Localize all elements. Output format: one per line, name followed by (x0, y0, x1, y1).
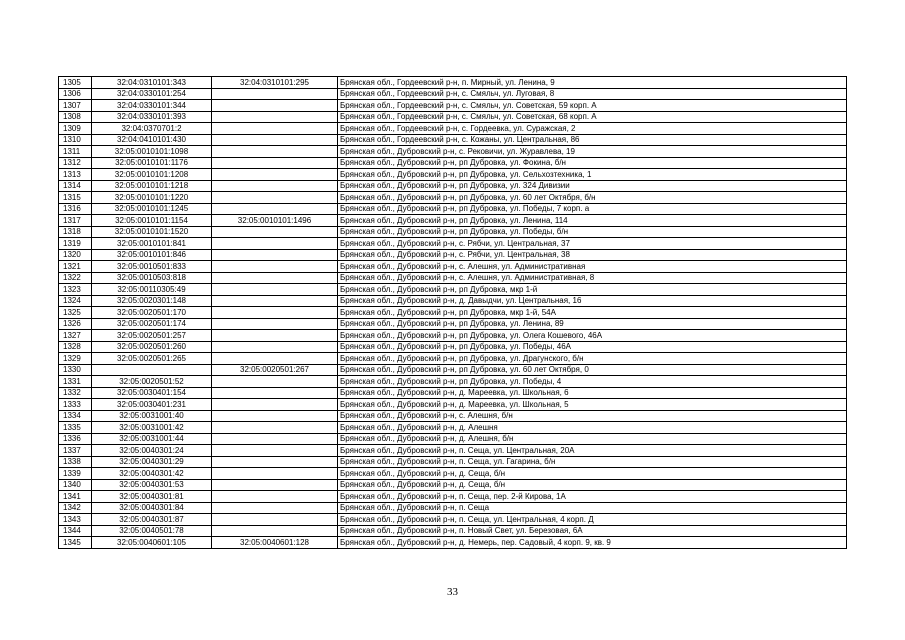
related-cadastral-number-cell (212, 88, 338, 100)
cadastral-number-cell: 32:05:0040301:24 (92, 445, 212, 457)
cadastral-number-cell: 32:05:0040301:53 (92, 479, 212, 491)
table-row (59, 364, 847, 376)
cadastral-number-cell: 32:05:0040601:105 (92, 537, 212, 549)
cadastral-number-cell: 32:05:0031001:44 (92, 433, 212, 445)
table-row (59, 180, 847, 192)
table-row (59, 203, 847, 215)
table-row (59, 537, 847, 549)
related-cadastral-number-cell (212, 307, 338, 319)
cadastral-number-cell: 32:05:0040301:81 (92, 491, 212, 503)
address-cell: Брянская обл., Дубровский р-н, п. Сеща (338, 502, 847, 514)
row-number-cell: 1319 (59, 238, 92, 250)
cadastral-number-cell: 32:04:0330101:393 (92, 111, 212, 123)
row-number-cell: 1343 (59, 514, 92, 526)
related-cadastral-number-cell (212, 318, 338, 330)
cadastral-number-cell: 32:05:0010101:1154 (92, 215, 212, 227)
address-cell: Брянская обл., Дубровский р-н, с. Алешня, ул. Административная (338, 261, 847, 273)
cadastral-number-cell: 32:05:0010101:1098 (92, 146, 212, 158)
address-cell: Брянская обл., Дубровский р-н, п. Сеща, пер. 2-й Кирова, 1А (338, 491, 847, 503)
row-number-cell: 1336 (59, 433, 92, 445)
address-cell: Брянская обл., Дубровский р-н, с. Рябчи, ул. Центральная, 38 (338, 249, 847, 261)
table-row (59, 238, 847, 250)
related-cadastral-number-cell (212, 456, 338, 468)
address-cell: Брянская обл., Дубровский р-н, д. Алешня (338, 422, 847, 434)
row-number-cell: 1314 (59, 180, 92, 192)
address-cell: Брянская обл., Дубровский р-н, с. Алешня, ул. Административная, 8 (338, 272, 847, 284)
row-number-cell: 1307 (59, 100, 92, 112)
table-row (59, 100, 847, 112)
related-cadastral-number-cell (212, 180, 338, 192)
row-number-cell: 1310 (59, 134, 92, 146)
address-cell: Брянская обл., Дубровский р-н, рп Дубровка, ул. Победы, 46А (338, 341, 847, 353)
row-number-cell: 1335 (59, 422, 92, 434)
cadastral-number-cell: 32:05:0040301:84 (92, 502, 212, 514)
address-cell: Брянская обл., Дубровский р-н, п. Сеща, ул. Центральная, 4 корп. Д (338, 514, 847, 526)
related-cadastral-number-cell (212, 284, 338, 296)
row-number-cell: 1333 (59, 399, 92, 411)
cadastral-number-cell: 32:05:0020501:170 (92, 307, 212, 319)
table-row (59, 502, 847, 514)
related-cadastral-number-cell (212, 468, 338, 480)
row-number-cell: 1330 (59, 364, 92, 376)
related-cadastral-number-cell (212, 192, 338, 204)
related-cadastral-number-cell (212, 353, 338, 365)
cadastral-number-cell: 32:04:0370701:2 (92, 123, 212, 135)
cadastral-number-cell: 32:04:0310101:343 (92, 77, 212, 89)
row-number-cell: 1331 (59, 376, 92, 388)
related-cadastral-number-cell (212, 433, 338, 445)
address-cell: Брянская обл., Гордеевский р-н, с. Гордеевка, ул. Суражская, 2 (338, 123, 847, 135)
cadastral-number-cell: 32:05:00110305:49 (92, 284, 212, 296)
cadastral-number-cell: 32:05:0030401:154 (92, 387, 212, 399)
table-row (59, 410, 847, 422)
cadastral-number-cell: 32:05:0010101:1176 (92, 157, 212, 169)
address-cell: Брянская обл., Гордеевский р-н, п. Мирный, ул. Ленина, 9 (338, 77, 847, 89)
row-number-cell: 1328 (59, 341, 92, 353)
table-row (59, 261, 847, 273)
cadastral-number-cell: 32:05:0040301:87 (92, 514, 212, 526)
related-cadastral-number-cell (212, 100, 338, 112)
table-row (59, 215, 847, 227)
address-cell: Брянская обл., Дубровский р-н, рп Дубровка, ул. Фокина, б/н (338, 157, 847, 169)
row-number-cell: 1322 (59, 272, 92, 284)
cadastral-number-cell: 32:05:0020501:260 (92, 341, 212, 353)
related-cadastral-number-cell: 32:04:0310101:295 (212, 77, 338, 89)
table-row (59, 111, 847, 123)
cadastral-number-cell: 32:05:0020501:265 (92, 353, 212, 365)
related-cadastral-number-cell (212, 272, 338, 284)
row-number-cell: 1338 (59, 456, 92, 468)
cadastral-number-cell: 32:05:0030401:231 (92, 399, 212, 411)
cadastral-number-cell: 32:05:0010501:833 (92, 261, 212, 273)
table-row (59, 387, 847, 399)
row-number-cell: 1337 (59, 445, 92, 457)
table-row (59, 284, 847, 296)
row-number-cell: 1324 (59, 295, 92, 307)
related-cadastral-number-cell (212, 491, 338, 503)
table-body (59, 77, 847, 549)
address-cell: Брянская обл., Дубровский р-н, с. Рековичи, ул. Журавлева, 19 (338, 146, 847, 158)
cadastral-number-cell (92, 364, 212, 376)
row-number-cell: 1311 (59, 146, 92, 158)
related-cadastral-number-cell (212, 514, 338, 526)
row-number-cell: 1332 (59, 387, 92, 399)
related-cadastral-number-cell: 32:05:0020501:267 (212, 364, 338, 376)
related-cadastral-number-cell: 32:05:0040601:128 (212, 537, 338, 549)
cadastral-number-cell: 32:05:0020501:52 (92, 376, 212, 388)
address-cell: Брянская обл., Гордеевский р-н, с. Смяльч, ул. Луговая, 8 (338, 88, 847, 100)
table-row (59, 525, 847, 537)
cadastral-number-cell: 32:04:0330101:344 (92, 100, 212, 112)
row-number-cell: 1321 (59, 261, 92, 273)
table-row (59, 353, 847, 365)
table-row (59, 192, 847, 204)
related-cadastral-number-cell (212, 399, 338, 411)
table-row (59, 341, 847, 353)
address-cell: Брянская обл., Дубровский р-н, рп Дубровка, ул. Драгунского, б/н (338, 353, 847, 365)
cadastral-number-cell: 32:05:0031001:40 (92, 410, 212, 422)
related-cadastral-number-cell (212, 226, 338, 238)
row-number-cell: 1320 (59, 249, 92, 261)
cadastral-number-cell: 32:04:0330101:254 (92, 88, 212, 100)
table-row (59, 433, 847, 445)
table-row (59, 330, 847, 342)
table-row (59, 491, 847, 503)
related-cadastral-number-cell (212, 376, 338, 388)
address-cell: Брянская обл., Дубровский р-н, рп Дубровка, ул. Победы, 4 (338, 376, 847, 388)
address-cell: Брянская обл., Дубровский р-н, рп Дубровка, ул. Сельхозтехника, 1 (338, 169, 847, 181)
cadastral-number-cell: 32:05:0040301:42 (92, 468, 212, 480)
table-row (59, 295, 847, 307)
address-cell: Брянская обл., Дубровский р-н, д. Алешня, б/н (338, 433, 847, 445)
related-cadastral-number-cell (212, 330, 338, 342)
table-row (59, 479, 847, 491)
table-row (59, 272, 847, 284)
related-cadastral-number-cell (212, 295, 338, 307)
related-cadastral-number-cell (212, 410, 338, 422)
table-row (59, 226, 847, 238)
row-number-cell: 1313 (59, 169, 92, 181)
address-cell: Брянская обл., Дубровский р-н, рп Дубровка, ул. Ленина, 89 (338, 318, 847, 330)
address-cell: Брянская обл., Дубровский р-н, с. Алешня, б/н (338, 410, 847, 422)
related-cadastral-number-cell (212, 146, 338, 158)
table-row (59, 123, 847, 135)
cadastral-number-cell: 32:05:0010101:1245 (92, 203, 212, 215)
table-row (59, 422, 847, 434)
related-cadastral-number-cell: 32:05:0010101:1496 (212, 215, 338, 227)
cadastral-number-cell: 32:04:0410101:430 (92, 134, 212, 146)
address-cell: Брянская обл., Гордеевский р-н, с. Смяльч, ул. Советская, 59 корп. А (338, 100, 847, 112)
row-number-cell: 1317 (59, 215, 92, 227)
cadastral-number-cell: 32:05:0020501:174 (92, 318, 212, 330)
row-number-cell: 1316 (59, 203, 92, 215)
address-cell: Брянская обл., Дубровский р-н, д. Мареевка, ул. Школьная, 6 (338, 387, 847, 399)
address-cell: Брянская обл., Дубровский р-н, д. Немерь, пер. Садовый, 4 корп. 9, кв. 9 (338, 537, 847, 549)
related-cadastral-number-cell (212, 479, 338, 491)
related-cadastral-number-cell (212, 249, 338, 261)
table-row (59, 157, 847, 169)
row-number-cell: 1306 (59, 88, 92, 100)
address-cell: Брянская обл., Дубровский р-н, рп Дубровка, ул. 324 Дивизии (338, 180, 847, 192)
row-number-cell: 1305 (59, 77, 92, 89)
table-row (59, 376, 847, 388)
table-row (59, 146, 847, 158)
row-number-cell: 1326 (59, 318, 92, 330)
related-cadastral-number-cell (212, 238, 338, 250)
row-number-cell: 1308 (59, 111, 92, 123)
cadastral-number-cell: 32:05:0040301:29 (92, 456, 212, 468)
table-row (59, 307, 847, 319)
address-cell: Брянская обл., Дубровский р-н, д. Мареевка, ул. Школьная, 5 (338, 399, 847, 411)
address-cell: Брянская обл., Дубровский р-н, рп Дубровка, ул. Олега Кошевого, 46А (338, 330, 847, 342)
row-number-cell: 1345 (59, 537, 92, 549)
address-cell: Брянская обл., Дубровский р-н, п. Новый Свет, ул. Березовая, 6А (338, 525, 847, 537)
data-table (58, 76, 847, 549)
table-row (59, 88, 847, 100)
related-cadastral-number-cell (212, 387, 338, 399)
related-cadastral-number-cell (212, 203, 338, 215)
cadastral-number-cell: 32:05:0010101:1218 (92, 180, 212, 192)
related-cadastral-number-cell (212, 445, 338, 457)
address-cell: Брянская обл., Дубровский р-н, рп Дубровка, ул. Победы, 7 корп. а (338, 203, 847, 215)
cadastral-number-cell: 32:05:0010101:1520 (92, 226, 212, 238)
table-row (59, 134, 847, 146)
address-cell: Брянская обл., Дубровский р-н, д. Сеща, б/н (338, 468, 847, 480)
table-row (59, 468, 847, 480)
related-cadastral-number-cell (212, 525, 338, 537)
table-row (59, 445, 847, 457)
cadastral-number-cell: 32:05:0020301:148 (92, 295, 212, 307)
cadastral-number-cell: 32:05:0020501:257 (92, 330, 212, 342)
cadastral-number-cell: 32:05:0040501:78 (92, 525, 212, 537)
table-row (59, 249, 847, 261)
related-cadastral-number-cell (212, 157, 338, 169)
row-number-cell: 1329 (59, 353, 92, 365)
address-cell: Брянская обл., Дубровский р-н, рп Дубровка, мкр 1-й (338, 284, 847, 296)
address-cell: Брянская обл., Дубровский р-н, п. Сеща, ул. Центральная, 20А (338, 445, 847, 457)
related-cadastral-number-cell (212, 111, 338, 123)
row-number-cell: 1325 (59, 307, 92, 319)
cadastral-number-cell: 32:05:0010101:1208 (92, 169, 212, 181)
address-cell: Брянская обл., Дубровский р-н, д. Давыдчи, ул. Центральная, 16 (338, 295, 847, 307)
table-row (59, 456, 847, 468)
page-number: 33 (447, 586, 458, 598)
row-number-cell: 1323 (59, 284, 92, 296)
row-number-cell: 1327 (59, 330, 92, 342)
related-cadastral-number-cell (212, 341, 338, 353)
table-row (59, 514, 847, 526)
row-number-cell: 1334 (59, 410, 92, 422)
related-cadastral-number-cell (212, 502, 338, 514)
related-cadastral-number-cell (212, 422, 338, 434)
row-number-cell: 1339 (59, 468, 92, 480)
table-row (59, 169, 847, 181)
address-cell: Брянская обл., Дубровский р-н, рп Дубровка, ул. Ленина, 114 (338, 215, 847, 227)
cadastral-number-cell: 32:05:0010101:846 (92, 249, 212, 261)
address-cell: Брянская обл., Гордеевский р-н, с. Кожаны, ул. Центральная, 86 (338, 134, 847, 146)
cadastral-number-cell: 32:05:0010101:1220 (92, 192, 212, 204)
address-cell: Брянская обл., Гордеевский р-н, с. Смяльч, ул. Советская, 68 корп. А (338, 111, 847, 123)
address-cell: Брянская обл., Дубровский р-н, рп Дубровка, ул. 60 лет Октября, 0 (338, 364, 847, 376)
address-cell: Брянская обл., Дубровский р-н, рп Дубровка, мкр 1-й, 54А (338, 307, 847, 319)
row-number-cell: 1309 (59, 123, 92, 135)
related-cadastral-number-cell (212, 261, 338, 273)
row-number-cell: 1315 (59, 192, 92, 204)
cadastral-number-cell: 32:05:0010503:818 (92, 272, 212, 284)
related-cadastral-number-cell (212, 134, 338, 146)
related-cadastral-number-cell (212, 169, 338, 181)
table-row (59, 318, 847, 330)
address-cell: Брянская обл., Дубровский р-н, рп Дубровка, ул. 60 лет Октября, б/н (338, 192, 847, 204)
address-cell: Брянская обл., Дубровский р-н, с. Рябчи, ул. Центральная, 37 (338, 238, 847, 250)
related-cadastral-number-cell (212, 123, 338, 135)
cadastral-number-cell: 32:05:0031001:42 (92, 422, 212, 434)
row-number-cell: 1318 (59, 226, 92, 238)
address-cell: Брянская обл., Дубровский р-н, п. Сеща, ул. Гагарина, б/н (338, 456, 847, 468)
row-number-cell: 1312 (59, 157, 92, 169)
table-row (59, 77, 847, 89)
row-number-cell: 1342 (59, 502, 92, 514)
row-number-cell: 1340 (59, 479, 92, 491)
table-row (59, 399, 847, 411)
row-number-cell: 1344 (59, 525, 92, 537)
cadastral-number-cell: 32:05:0010101:841 (92, 238, 212, 250)
row-number-cell: 1341 (59, 491, 92, 503)
address-cell: Брянская обл., Дубровский р-н, д. Сеща, б/н (338, 479, 847, 491)
address-cell: Брянская обл., Дубровский р-н, рп Дубровка, ул. Победы, б/н (338, 226, 847, 238)
